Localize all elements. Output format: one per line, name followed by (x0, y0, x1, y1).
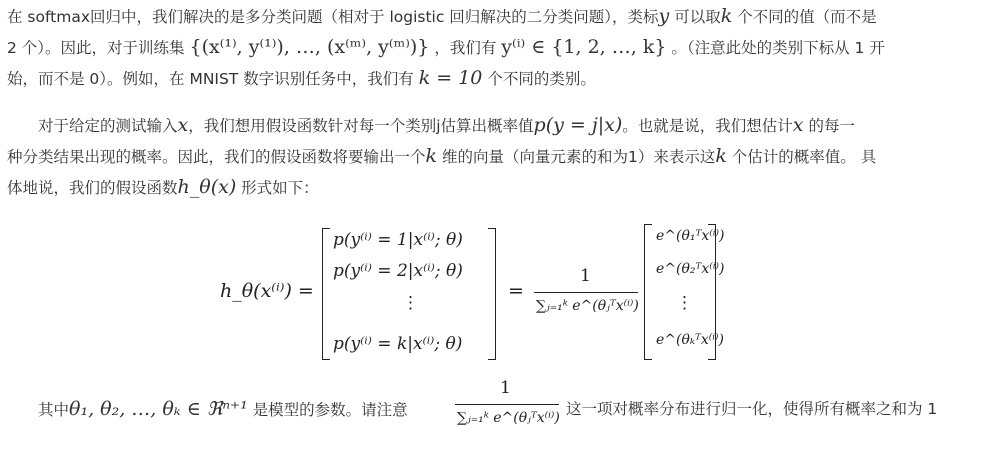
math-x: x (792, 114, 804, 136)
inline-fraction-bar (455, 404, 559, 405)
text: ，我们有 (434, 39, 497, 57)
math-h-theta: h_θ(x) (177, 176, 237, 198)
para1-line2 (7, 31, 885, 65)
fraction-numerator: 1 (580, 266, 591, 286)
exp-row-2: e^(θ₂ᵀx⁽ⁱ⁾) (656, 261, 725, 277)
para2-line1 (38, 109, 855, 143)
para1-line3 (7, 62, 596, 96)
exp-row-dots: ⋮ (676, 293, 693, 313)
exp-row-k: e^(θₖᵀx⁽ⁱ⁾) (656, 332, 724, 348)
text: 形式如下： (236, 179, 319, 197)
text: 的每一 (803, 117, 855, 135)
math-p: p(y = j|x) (533, 114, 623, 136)
math-k-10: k = 10 (418, 67, 483, 89)
para2-line2 (7, 140, 876, 174)
text: 对于给定的测试输入 (38, 117, 178, 135)
para3-text-a (38, 393, 408, 427)
text: 体地说，我们的假设函数 (7, 179, 178, 197)
text: 。也就是说，我们想估计 (622, 117, 793, 135)
inline-fraction-denominator: ∑ⱼ₌₁ᵏ e^(θⱼᵀx⁽ⁱ⁾) (457, 410, 560, 426)
math-training-set: {(x⁽¹⁾, y⁽¹⁾), …, (x⁽ᵐ⁾, y⁽ᵐ⁾)} (189, 36, 430, 58)
math-y: y (658, 5, 670, 27)
math-x: x (177, 114, 189, 136)
para1-line1 (7, 0, 877, 34)
equals-sign: = (508, 280, 524, 302)
text: 维的向量（向量元素的和为1）来表示这 (437, 148, 716, 166)
text: 其中 (38, 401, 70, 419)
text: 个估计的概率值。 具 (726, 148, 877, 166)
prob-row-dots: ⋮ (402, 293, 419, 313)
math-label-range: y⁽ⁱ⁾ ∈ {1, 2, …, k} (501, 36, 667, 58)
left-bracket (322, 228, 330, 360)
text: 。（注意此处的类别下标从 1 开 (671, 39, 885, 57)
exp-row-1: e^(θ₁ᵀx⁽ⁱ⁾) (656, 228, 725, 244)
left-bracket-2 (644, 224, 652, 360)
right-bracket (488, 228, 496, 360)
text: 始，而不是 0）。例如，在 MNIST 数字识别任务中，我们有 (7, 70, 414, 88)
text: 个不同的类别。 (482, 70, 596, 88)
right-bracket-2 (708, 224, 716, 360)
text: 在 softmax回归中，我们解决的是多分类问题（相对于 logistic 回归解决的二分类问题），类标 (7, 8, 659, 26)
prob-row-1: p(y⁽ⁱ⁾ = 1|x⁽ⁱ⁾; θ) (333, 230, 463, 250)
text: 可以取 (669, 8, 721, 26)
math-k: k (425, 145, 438, 167)
prob-row-2: p(y⁽ⁱ⁾ = 2|x⁽ⁱ⁾; θ) (333, 261, 463, 281)
para3-text-c: 这一项对概率分布进行归一化，使得所有概率之和为 1 (566, 400, 938, 418)
text: 是模型的参数。请注意 (247, 401, 408, 419)
formula-lhs: h_θ(x⁽ⁱ⁾) = (220, 280, 314, 302)
fraction-bar (534, 292, 638, 293)
text: ，我们想用假设函数针对每一个类别j估算出概率值 (188, 117, 534, 135)
text: 2 个）。因此，对于训练集 (7, 39, 185, 57)
math-params: θ₁, θ₂, …, θₖ ∈ ℜⁿ⁺¹ (69, 398, 248, 420)
text: 种分类结果出现的概率。因此，我们的假设函数将要输出一个 (7, 148, 426, 166)
prob-row-k: p(y⁽ⁱ⁾ = k|x⁽ⁱ⁾; θ) (333, 334, 463, 354)
math-k: k (720, 5, 733, 27)
text: 个不同的值（而不是 (732, 8, 877, 26)
fraction-denominator: ∑ⱼ₌₁ᵏ e^(θⱼᵀx⁽ⁱ⁾) (536, 298, 639, 314)
math-k: k (715, 145, 727, 167)
inline-fraction-numerator: 1 (500, 378, 511, 398)
para2-line3 (7, 171, 319, 205)
